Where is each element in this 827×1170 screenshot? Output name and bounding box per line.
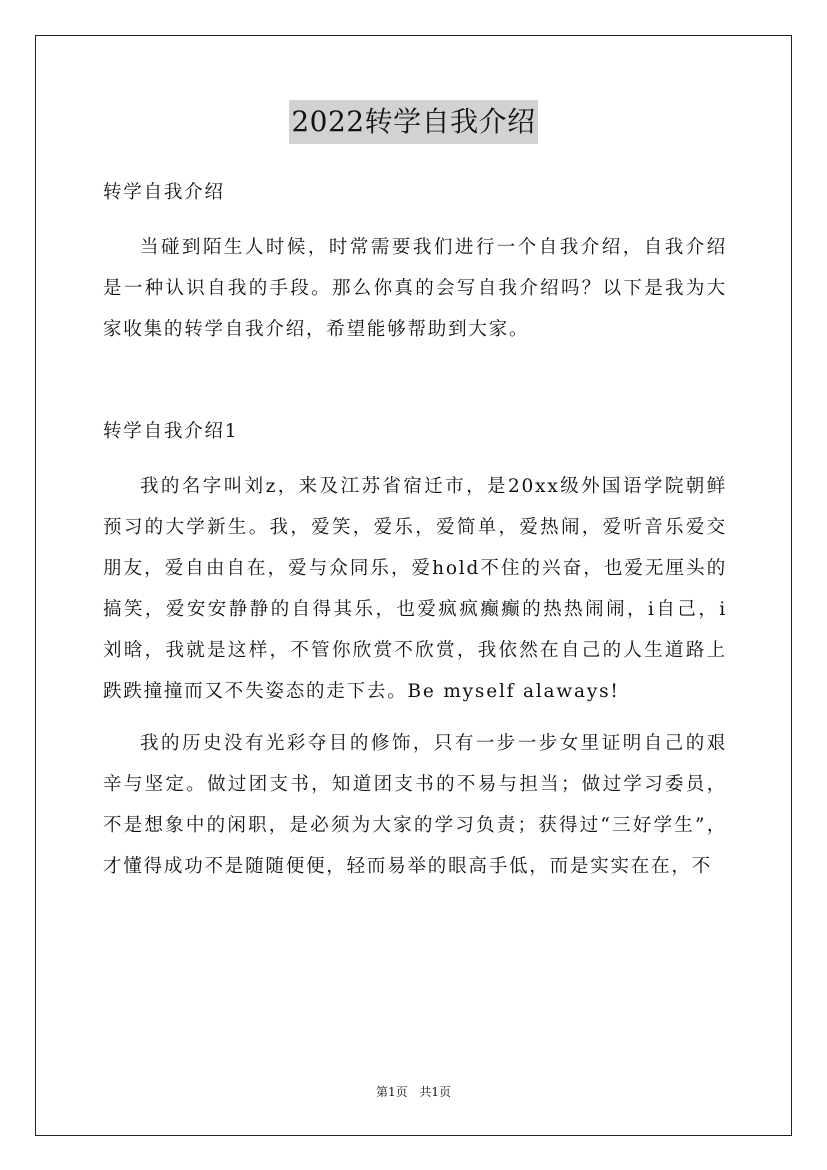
spacer (103, 452, 727, 466)
spacer (103, 712, 727, 723)
spacer (103, 350, 727, 411)
page-number: 第1页 (375, 1085, 408, 1099)
section-heading: 转学自我介绍1 (103, 421, 239, 442)
subtitle-heading: 转学自我介绍 (103, 182, 225, 203)
page-footer (0, 1084, 827, 1100)
body-paragraph: 我的名字叫刘z，来及江苏省宿迁市，是20xx级外国语学院朝鲜预习的大学新生。我，爱笑，爱乐，爱简单，爱热闹，爱听音乐爱交朋友，爱自由自在，爱与众同乐，爱hold不住的兴奋，也爱无厘头的搞笑，爱安安静静的自得其乐，也爱疯疯癫癫的热热闹闹，i自己，i刘晗，我就是这样，不管你欣赏不欣赏，我依然在自己的人生道路上跌跌撞撞而又不失姿态的走下去。Be myself alaways! (103, 476, 727, 702)
intro-paragraph: 当碰到陌生人时候，时常需要我们进行一个自我介绍，自我介绍是一种认识自我的手段。那么你真的会写自我介绍吗？以下是我为大家收集的转学自我介绍，希望能够帮助到大家。 (103, 237, 727, 340)
spacer (103, 213, 727, 227)
document-title: 2022转学自我介绍 (289, 100, 537, 144)
document-body (103, 172, 727, 887)
page-total: 共1页 (419, 1085, 452, 1099)
title-container (0, 100, 827, 144)
body-paragraph: 我的历史没有光彩夺目的修饰，只有一步一步女里证明自己的艰辛与坚定。做过团支书，知道团支书的不易与担当；做过学习委员，不是想象中的闲职，是必须为大家的学习负责；获得过“三好学生”，才懂得成功不是随随便便，轻而易举的眼高手低，而是实实在在，不 (103, 733, 727, 877)
